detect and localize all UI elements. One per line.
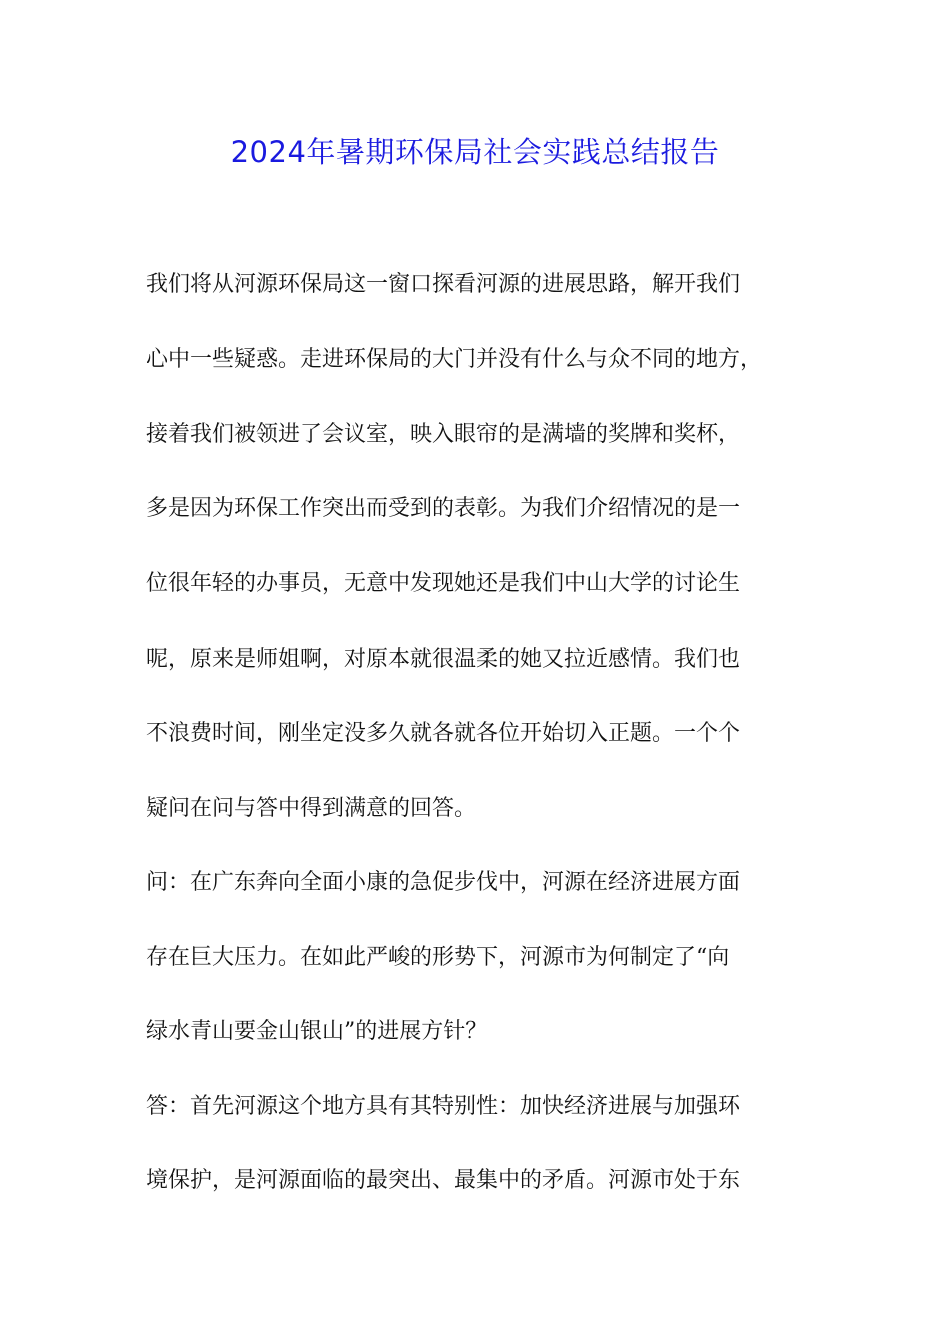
body-line-7: 不浪费时间，刚坐定没多久就各就各位开始切入正题。一个个: [146, 721, 741, 746]
answer-line-2: 境保护，是河源面临的最突出、最集中的矛盾。河源市处于东: [146, 1168, 741, 1193]
body-line-5: 位很年轻的办事员，无意中发现她还是我们中山大学的讨论生: [146, 571, 741, 596]
body-line-2: 心中一些疑惑。走进环保局的大门并没有什么与众不同的地方，: [146, 347, 763, 372]
body-line-1: 我们将从河源环保局这一窗口探看河源的进展思路，解开我们: [146, 272, 741, 297]
answer-line-1: 答：首先河源这个地方具有其特别性：加快经济进展与加强环: [146, 1094, 741, 1119]
body-line-3: 接着我们被领进了会议室，映入眼帘的是满墙的奖牌和奖杯，: [146, 422, 741, 447]
body-line-8: 疑问在问与答中得到满意的回答。: [146, 796, 477, 821]
body-line-6: 呢，原来是师姐啊，对原本就很温柔的她又拉近感情。我们也: [146, 647, 741, 672]
question-line-2: 存在巨大压力。在如此严峻的形势下，河源市为何制定了“向: [146, 945, 730, 970]
body-line-4: 多是因为环保工作突出而受到的表彰。为我们介绍情况的是一: [146, 496, 741, 521]
document-title: 2024年暑期环保局社会实践总结报告: [230, 135, 720, 169]
question-line-3: 绿水青山要金山银山”的进展方针？: [146, 1019, 488, 1044]
question-line-1: 问：在广东奔向全面小康的急促步伐中，河源在经济进展方面: [146, 870, 741, 895]
